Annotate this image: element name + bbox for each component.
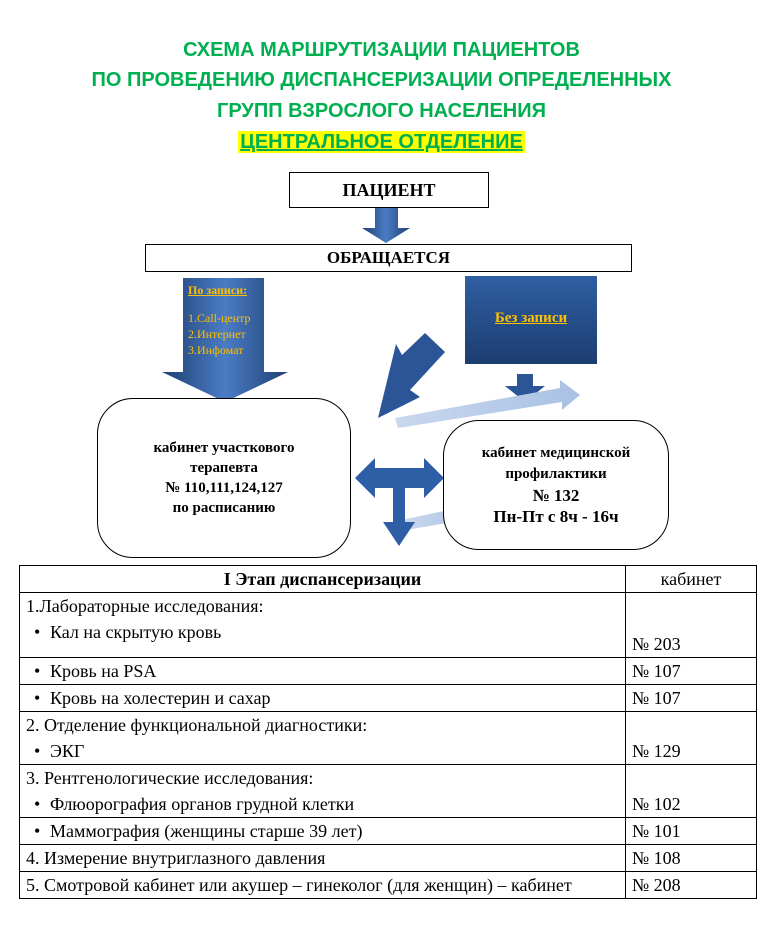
lab-occult-cab: № 203: [626, 593, 757, 658]
func-ecg: • ЭКГ: [26, 738, 619, 764]
stage-header: I Этап диспансеризации: [20, 566, 626, 593]
table-row: [20, 593, 757, 658]
func-cell: [20, 712, 626, 765]
table-header-row: [20, 566, 757, 593]
title-line-2: ПО ПРОВЕДЕНИЮ ДИСПАНСЕРИЗАЦИИ ОПРЕДЕЛЕННЫХ: [91, 69, 672, 91]
xray-mammo: • Маммография (женщины старше 39 лет): [26, 818, 619, 844]
lab-psa: • Кровь на PSA: [26, 658, 619, 684]
therapist-line: терапевта: [190, 460, 258, 476]
lab-title: 1.Лабораторные исследования:: [26, 596, 264, 616]
prevention-line: профилактики: [505, 466, 607, 482]
xray-title: 3. Рентгенологические исследования:: [26, 768, 314, 788]
xray-cell: [20, 765, 626, 818]
lab-chol-cell: [20, 685, 626, 712]
applies-box: ОБРАЩАЕТСЯ: [145, 244, 632, 272]
therapist-box: [97, 398, 351, 558]
table-row: [20, 658, 757, 685]
by-appointment-title: По записи:: [188, 283, 248, 297]
dispensary-table: [19, 565, 757, 899]
arrow-to-therapist: [378, 333, 445, 418]
therapist-schedule: по расписанию: [172, 500, 276, 516]
by-appointment-item: 2.Интернет: [188, 327, 246, 341]
by-appointment-block: [188, 282, 251, 358]
cabinet-header: кабинет: [626, 566, 757, 593]
lab-occult: • Кал на скрытую кровь: [26, 619, 619, 657]
lab-psa-cell: [20, 658, 626, 685]
prevention-line: кабинет медицинской: [481, 445, 631, 461]
xray-mammo-cell: [20, 818, 626, 845]
xray-fluoro: • Флюорография органов грудной клетки: [26, 791, 619, 817]
exam-title: 5. Смотровой кабинет или акушер – гинеколог (для женщин) – кабинет: [20, 872, 626, 899]
lab-cell: [20, 593, 626, 658]
lab-chol-cab: № 107: [626, 685, 757, 712]
title-line-3: ГРУПП ВЗРОСЛОГО НАСЕЛЕНИЯ: [217, 100, 546, 122]
patient-box: ПАЦИЕНТ: [289, 172, 489, 208]
table-row: [20, 712, 757, 765]
iop-title: 4. Измерение внутриглазного давления: [20, 845, 626, 872]
no-appointment-label: Без записи: [494, 310, 568, 326]
by-appointment-item: 3.Инфомат: [188, 343, 244, 357]
table-row: [20, 685, 757, 712]
therapist-line: кабинет участкового: [153, 440, 295, 456]
func-title: 2. Отделение функциональной диагностики:: [26, 715, 368, 735]
title-line-1: СХЕМА МАРШРУТИЗАЦИИ ПАЦИЕНТОВ: [183, 39, 580, 61]
prevention-room: № 132: [532, 486, 580, 505]
table-row: [20, 818, 757, 845]
lab-chol: • Кровь на холестерин и сахар: [26, 685, 619, 711]
prevention-box: [443, 420, 669, 550]
table-row: [20, 845, 757, 872]
iop-cab: № 108: [626, 845, 757, 872]
table-row: [20, 765, 757, 818]
lab-psa-cab: № 107: [626, 658, 757, 685]
by-appointment-item: 1.Call-центр: [188, 311, 251, 325]
func-ecg-cab: № 129: [626, 712, 757, 765]
therapist-rooms: № 110,111,124,127: [165, 480, 283, 496]
department-label: ЦЕНТРАЛЬНОЕ ОТДЕЛЕНИЕ: [240, 131, 523, 153]
double-arrow: [355, 458, 444, 546]
arrow-patient-down: [362, 208, 410, 243]
exam-cab: № 208: [626, 872, 757, 899]
xray-fluoro-cab: № 102: [626, 765, 757, 818]
xray-mammo-cab: № 101: [626, 818, 757, 845]
table-row: [20, 872, 757, 899]
prevention-schedule: Пн-Пт с 8ч - 16ч: [493, 507, 619, 526]
